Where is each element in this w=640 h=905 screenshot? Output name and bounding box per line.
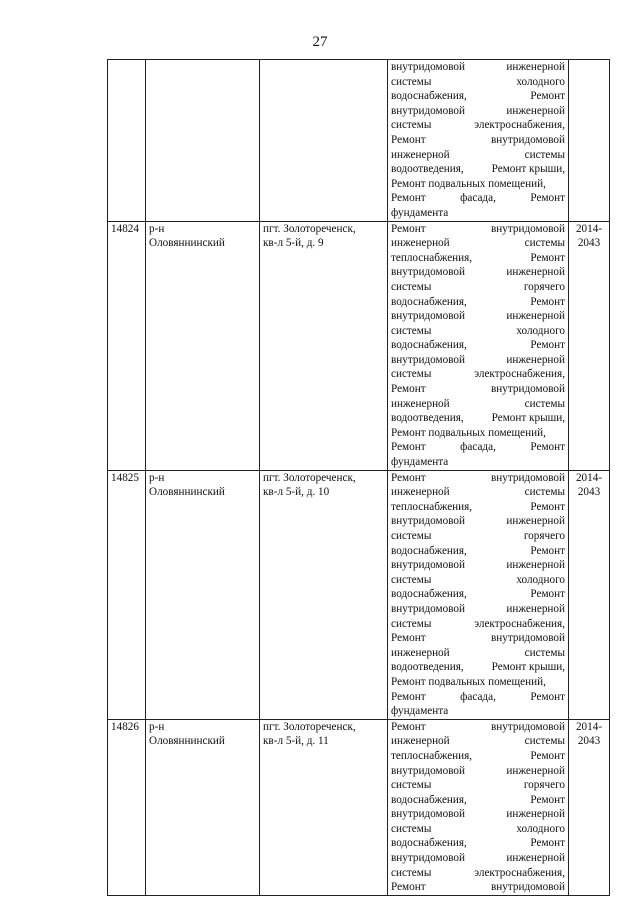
works-word: внутридомовой — [391, 559, 466, 572]
works-word: водоснабжения, — [391, 544, 467, 557]
works-line — [391, 690, 565, 705]
row-number-cell — [108, 60, 146, 222]
works-word: теплоснабжения, — [391, 500, 473, 513]
works-word: водоснабжения, — [391, 295, 467, 308]
works-word: системы — [524, 646, 565, 659]
works-word: инженерной — [506, 808, 565, 821]
address-cell: пгт. Золотореченск, кв-л 5-й, д. 10 — [260, 470, 388, 719]
works-line — [391, 485, 565, 500]
works-word: Ремонт — [391, 881, 426, 894]
works-word: фасада, — [460, 690, 496, 703]
works-line — [391, 309, 565, 324]
works-word: инженерной — [506, 602, 565, 615]
row-number-cell: 14825 — [108, 470, 146, 719]
works-word: внутридомовой — [391, 764, 466, 777]
works-line — [391, 236, 565, 251]
works-line — [391, 104, 565, 119]
works-word: Ремонт — [391, 471, 426, 484]
works-word: водоснабжения, — [391, 793, 467, 806]
works-line — [391, 514, 565, 529]
row-number-cell: 14824 — [108, 221, 146, 470]
works-word: Ремонт — [530, 588, 565, 601]
table-row — [108, 470, 610, 719]
works-word: системы — [391, 280, 432, 293]
works-line — [391, 529, 565, 544]
works-line — [391, 471, 565, 486]
works-cell — [388, 719, 569, 895]
works-word: инженерной — [506, 852, 565, 865]
works-word: Ремонт — [530, 544, 565, 557]
works-line — [391, 251, 565, 266]
works-line — [391, 704, 565, 719]
works-word: Ремонт — [391, 690, 426, 703]
works-word: Ремонт — [391, 632, 426, 645]
works-word: водоснабжения, — [391, 837, 467, 850]
works-line — [391, 353, 565, 368]
works-word: инженерной — [391, 646, 450, 659]
works-word: Ремонт крыши, — [491, 661, 565, 674]
works-line — [391, 617, 565, 632]
works-cell — [388, 221, 569, 470]
works-word: электроснабжения, — [474, 617, 565, 630]
years-cell: 2014- 2043 — [569, 221, 610, 470]
works-line — [391, 89, 565, 104]
works-line — [391, 558, 565, 573]
works-word: инженерной — [506, 266, 565, 279]
works-word: внутридомовой — [391, 602, 466, 615]
works-word: системы — [391, 573, 432, 586]
works-word: Ремонт — [391, 133, 426, 146]
works-word: системы — [391, 324, 432, 337]
works-word: теплоснабжения, — [391, 749, 473, 762]
works-line — [391, 764, 565, 779]
works-line — [391, 382, 565, 397]
page-number: 27 — [312, 34, 328, 50]
works-word: водоснабжения, — [391, 588, 467, 601]
address-cell: пгт. Золотореченск, кв-л 5-й, д. 11 — [260, 719, 388, 895]
works-word: системы — [391, 866, 432, 879]
works-word: холодного — [516, 324, 565, 337]
works-word: горячего — [523, 530, 565, 542]
works-line — [391, 660, 565, 675]
works-word: Ремонт — [530, 441, 565, 454]
district-cell: р-н Оловяннинский — [146, 719, 260, 895]
works-word: системы — [524, 148, 565, 161]
works-word: инженерной — [506, 310, 565, 323]
works-word: Ремонт подвальных помещений, — [391, 426, 546, 439]
works-line — [391, 133, 565, 148]
works-word: горячего — [523, 280, 565, 293]
works-word: внутридомовой — [490, 222, 565, 235]
works-line — [391, 749, 565, 764]
table-row — [108, 60, 610, 222]
table-row — [108, 221, 610, 470]
works-word: внутридомовой — [490, 720, 565, 733]
works-word: водоснабжения, — [391, 339, 467, 352]
works-cell — [388, 60, 569, 222]
works-line — [391, 426, 565, 441]
works-word: фасада, — [460, 441, 496, 454]
works-line — [391, 573, 565, 588]
works-word: Ремонт — [530, 749, 565, 762]
works-line — [391, 500, 565, 515]
table-row — [108, 719, 610, 895]
works-word: системы — [391, 75, 432, 88]
housing-repair-table — [107, 59, 610, 896]
address-cell: пгт. Золотореченск, кв-л 5-й, д. 9 — [260, 221, 388, 470]
works-word: фасада, — [460, 192, 496, 205]
works-word: Ремонт — [530, 837, 565, 850]
works-line — [391, 631, 565, 646]
works-word: теплоснабжения, — [391, 251, 473, 264]
works-word: Ремонт — [530, 339, 565, 352]
works-word: внутридомовой — [391, 808, 466, 821]
works-word: внутридомовой — [391, 852, 466, 865]
works-line — [391, 265, 565, 280]
works-word: Ремонт подвальных помещений, — [391, 675, 546, 688]
years-cell: 2014- 2043 — [569, 719, 610, 895]
works-word: Ремонт — [530, 295, 565, 308]
works-line — [391, 148, 565, 163]
works-line — [391, 807, 565, 822]
works-word: инженерной — [506, 353, 565, 366]
works-line — [391, 544, 565, 559]
works-word: системы — [391, 368, 432, 381]
works-word: внутридомовой — [391, 515, 466, 528]
address-cell — [260, 60, 388, 222]
works-line — [391, 338, 565, 353]
works-line — [391, 880, 565, 895]
works-word: электроснабжения, — [474, 368, 565, 381]
works-word: Ремонт — [391, 441, 426, 454]
works-word: Ремонт — [391, 383, 426, 396]
works-word: Ремонт — [530, 192, 565, 205]
works-word: инженерной — [506, 559, 565, 572]
works-word: водоотведения, — [391, 412, 464, 425]
works-word: внутридомовой — [391, 353, 466, 366]
works-word: системы — [391, 119, 432, 132]
works-cell — [388, 470, 569, 719]
works-line — [391, 280, 565, 295]
works-line — [391, 60, 565, 75]
works-word: инженерной — [391, 397, 450, 410]
works-word: внутридомовой — [391, 104, 466, 117]
works-line — [391, 587, 565, 602]
works-word: электроснабжения, — [474, 866, 565, 879]
works-word: фундамента — [391, 206, 449, 219]
works-word: электроснабжения, — [474, 119, 565, 132]
works-word: внутридомовой — [391, 266, 466, 279]
works-word: Ремонт — [391, 720, 426, 733]
works-word: системы — [391, 617, 432, 630]
works-word: Ремонт — [530, 500, 565, 513]
works-word: Ремонт — [530, 793, 565, 806]
works-word: водоотведения, — [391, 163, 464, 176]
works-word: внутридомовой — [490, 632, 565, 645]
works-line — [391, 440, 565, 455]
works-word: системы — [391, 530, 432, 542]
works-word: системы — [524, 735, 565, 748]
works-line — [391, 206, 565, 221]
works-line — [391, 411, 565, 426]
works-word: инженерной — [391, 735, 450, 748]
works-line — [391, 836, 565, 851]
works-line — [391, 602, 565, 617]
works-line — [391, 646, 565, 661]
district-cell: р-н Оловяннинский — [146, 470, 260, 719]
works-word: системы — [524, 486, 565, 499]
works-word: холодного — [516, 75, 565, 88]
works-word: системы — [524, 397, 565, 410]
works-word: инженерной — [391, 148, 450, 161]
works-word: Ремонт подвальных помещений, — [391, 177, 546, 190]
works-word: системы — [524, 237, 565, 250]
works-line — [391, 324, 565, 339]
works-word: внутридомовой — [391, 61, 466, 73]
works-word: внутридомовой — [490, 471, 565, 484]
works-word: инженерной — [506, 104, 565, 117]
years-cell — [569, 60, 610, 222]
works-line — [391, 793, 565, 808]
works-line — [391, 162, 565, 177]
works-word: фундамента — [391, 705, 449, 718]
works-word: Ремонт — [391, 192, 426, 205]
works-line — [391, 397, 565, 412]
works-word: фундамента — [391, 456, 449, 469]
works-line — [391, 734, 565, 749]
works-line — [391, 118, 565, 133]
works-line — [391, 866, 565, 881]
works-word: Ремонт — [530, 90, 565, 103]
works-line — [391, 177, 565, 192]
works-word: внутридомовой — [490, 133, 565, 146]
works-word: инженерной — [506, 61, 565, 73]
works-word: системы — [391, 779, 432, 792]
district-cell — [146, 60, 260, 222]
works-word: инженерной — [391, 486, 450, 499]
works-word: Ремонт — [530, 690, 565, 703]
works-word: инженерной — [506, 515, 565, 528]
works-word: холодного — [516, 822, 565, 835]
works-line — [391, 75, 565, 90]
row-number-cell: 14826 — [108, 719, 146, 895]
works-word: Ремонт — [530, 251, 565, 264]
works-line — [391, 675, 565, 690]
works-line — [391, 720, 565, 735]
works-line — [391, 822, 565, 837]
works-line — [391, 455, 565, 470]
works-line — [391, 222, 565, 237]
works-word: Ремонт крыши, — [491, 163, 565, 176]
works-line — [391, 851, 565, 866]
works-word: инженерной — [506, 764, 565, 777]
works-line — [391, 367, 565, 382]
works-word: системы — [391, 822, 432, 835]
works-word: внутридомовой — [391, 310, 466, 323]
works-word: Ремонт крыши, — [491, 412, 565, 425]
works-word: горячего — [523, 779, 565, 792]
works-word: внутридомовой — [490, 383, 565, 396]
years-cell: 2014- 2043 — [569, 470, 610, 719]
works-word: внутридомовой — [490, 881, 565, 894]
works-line — [391, 778, 565, 793]
works-line — [391, 295, 565, 310]
works-word: холодного — [516, 573, 565, 586]
works-word: Ремонт — [391, 222, 426, 235]
works-word: инженерной — [391, 237, 450, 250]
works-word: водоотведения, — [391, 661, 464, 674]
works-line — [391, 191, 565, 206]
works-word: водоснабжения, — [391, 90, 467, 103]
district-cell: р-н Оловяннинский — [146, 221, 260, 470]
